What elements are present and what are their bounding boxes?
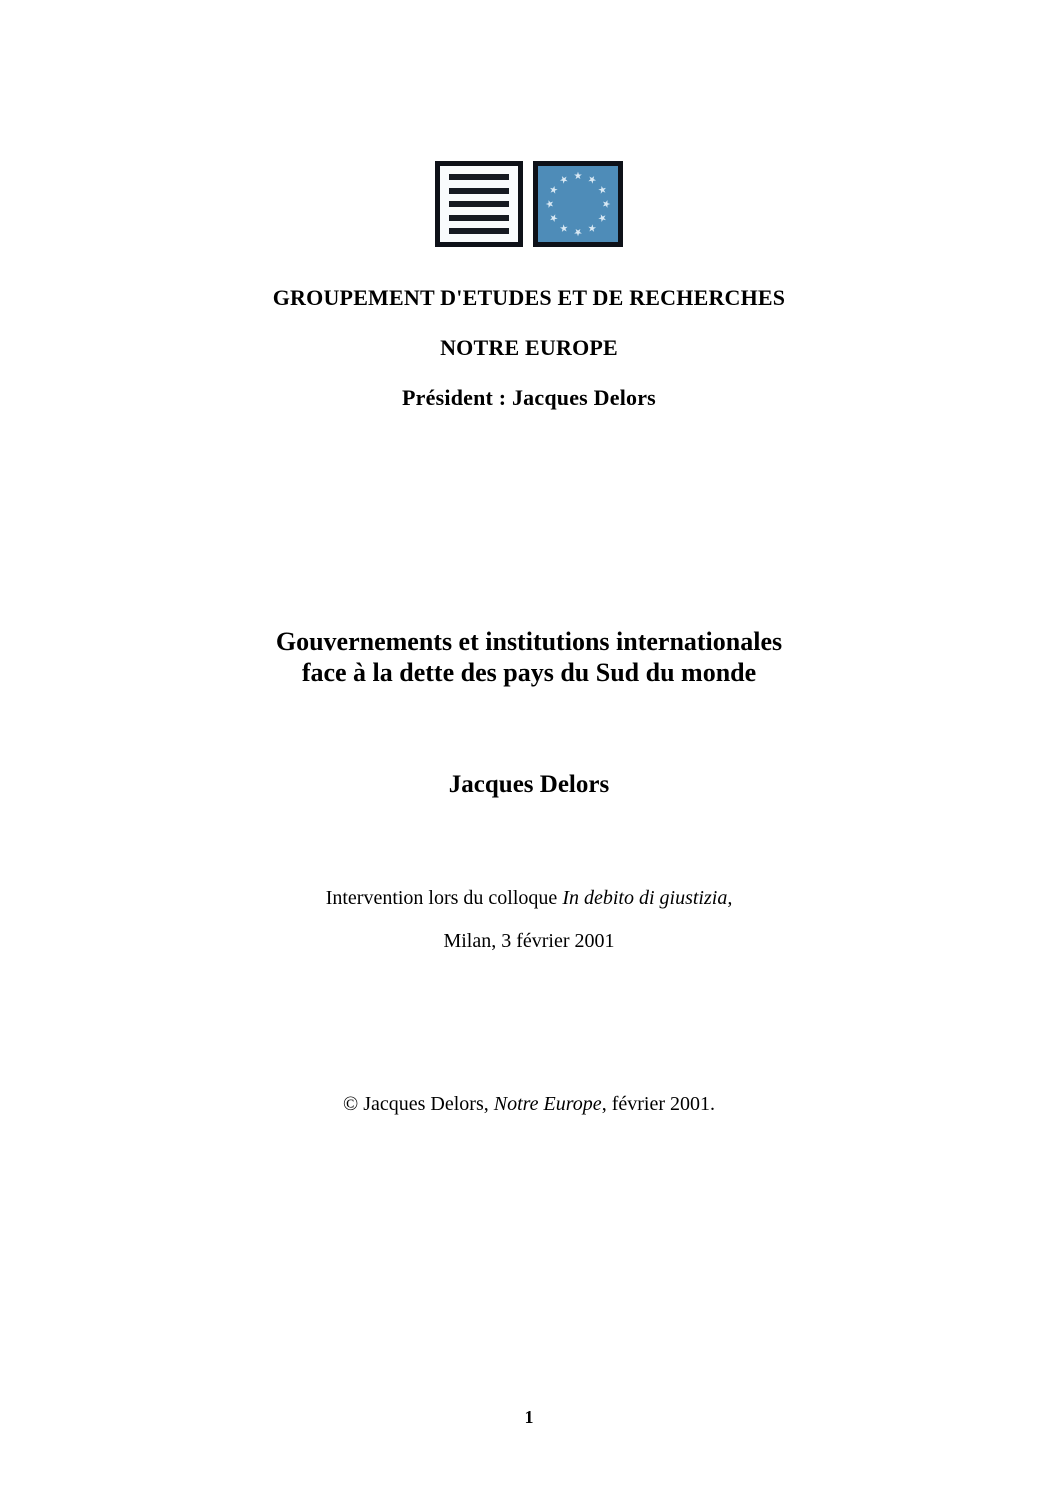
header-org-name: NOTRE EUROPE — [440, 335, 618, 360]
document-line — [449, 174, 509, 180]
eu-star-icon: ★ — [573, 171, 583, 182]
eu-star-icon: ★ — [545, 199, 556, 209]
event-location-date: Milan, 3 février 2001 — [443, 930, 615, 952]
eu-star-icon: ★ — [585, 220, 599, 235]
eu-star-icon: ★ — [594, 211, 609, 225]
eu-star-icon: ★ — [600, 199, 611, 209]
eu-star-icon: ★ — [585, 173, 599, 188]
document-line — [449, 215, 509, 221]
event-line — [0, 887, 1058, 910]
copyright-publisher: Notre Europe — [493, 1093, 602, 1115]
event-intro: Intervention lors du colloque — [325, 887, 563, 909]
eu-star-icon: ★ — [557, 220, 571, 235]
title-line-1: Gouvernements et institutions internationales — [275, 627, 783, 656]
eu-flag-icon — [533, 161, 623, 247]
eu-star-icon: ★ — [547, 211, 562, 225]
header-president-line: Président : Jacques Delors — [402, 385, 656, 410]
document-lines-icon — [435, 161, 523, 247]
page-number: 1 — [524, 1407, 534, 1427]
document-line — [449, 201, 509, 207]
copyright-line — [0, 1093, 1058, 1116]
eu-star-icon: ★ — [594, 183, 609, 197]
copyright-prefix: © Jacques Delors, — [343, 1093, 494, 1115]
document-line — [449, 228, 509, 234]
title-line-2: face à la dette des pays du Sud du monde — [301, 658, 757, 687]
copyright-suffix: , février 2001. — [601, 1093, 715, 1115]
eu-star-icon: ★ — [557, 173, 571, 188]
eu-star-icon: ★ — [547, 183, 562, 197]
eu-star-icon: ★ — [573, 226, 583, 237]
author-name: Jacques Delors — [448, 771, 610, 798]
document-line — [449, 188, 509, 194]
event-colloque-title: In debito di giustizia, — [562, 887, 733, 909]
notre-europe-logo — [435, 161, 623, 247]
document-title — [0, 626, 1058, 688]
header-organization: GROUPEMENT D'ETUDES ET DE RECHERCHES — [272, 285, 786, 310]
